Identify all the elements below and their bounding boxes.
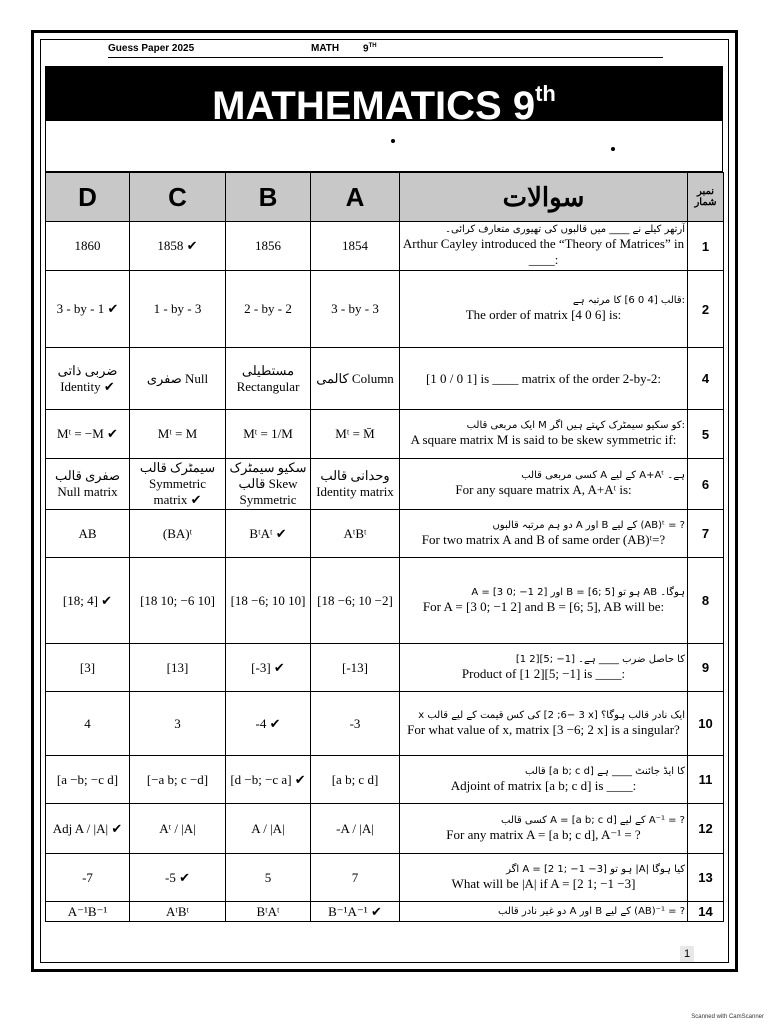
- option-c: -5 ✔: [130, 854, 226, 902]
- question-cell: [400, 902, 688, 922]
- question-number: 6: [688, 459, 724, 510]
- question-cell: [400, 410, 688, 459]
- table-row: [46, 222, 724, 271]
- question-urdu: A = [3 0; −1 2] اور B = [6; 5] ہو تو AB ہوگا۔: [471, 586, 685, 598]
- question-number: 5: [688, 410, 724, 459]
- option-a: 3 - by - 3: [311, 271, 400, 348]
- option-c: 3: [130, 692, 226, 756]
- question-number: 1: [688, 222, 724, 271]
- option-c: [−a b; c −d]: [130, 756, 226, 804]
- question-number: 14: [688, 902, 724, 922]
- option-d: A⁻¹B⁻¹: [46, 902, 130, 922]
- option-d: [3]: [46, 644, 130, 692]
- question-urdu: ایک مربعی قالب M کو سکیو سیمٹرک کہتے ہیں اگر:: [466, 420, 685, 432]
- question-cell: [400, 804, 688, 854]
- option-d: صفری قالب Null matrix: [46, 459, 130, 510]
- question-number: 10: [688, 692, 724, 756]
- table-header-row: [46, 173, 724, 222]
- option-c: 1858 ✔: [130, 222, 226, 271]
- title-sup: th: [535, 81, 556, 106]
- option-b: مستطیلی Rectangular: [226, 348, 311, 410]
- paper-header: [108, 41, 663, 58]
- question-english: The order of matrix [4 0 6] is:: [465, 307, 622, 323]
- question-cell: [400, 756, 688, 804]
- question-cell: [400, 459, 688, 510]
- grade-label: 9TH: [363, 43, 377, 55]
- option-a: B⁻¹A⁻¹ ✔: [311, 902, 400, 922]
- question-urdu: x کی کس قیمت کے لیے قالب [3 −6; 2 x] ایک نادر قالب ہوگا؟: [418, 709, 685, 721]
- question-number: 13: [688, 854, 724, 902]
- question-english: [1 0 / 0 1] is ____ matrix of the order 2-by-2:: [425, 370, 662, 386]
- question-number: 7: [688, 510, 724, 558]
- question-urdu: قالب [4 0 6] کا مرتبہ ہے:: [572, 295, 685, 307]
- blank-info-box: [45, 120, 723, 172]
- question-urdu: [1 2][5; −1] کا حاصل ضرب ____ ہے۔: [515, 653, 685, 665]
- table-row: [46, 459, 724, 510]
- header-option-d: D: [46, 173, 130, 222]
- question-english: Product of [1 2][5; −1] is ____:: [461, 665, 626, 681]
- option-b: [-3] ✔: [226, 644, 311, 692]
- question-urdu: اگر A = [2 1; −1 −3] ہو تو |A| کیا ہوگا: [506, 863, 685, 875]
- question-number: 11: [688, 756, 724, 804]
- table-row: [46, 348, 724, 410]
- option-d: Mᵗ = −M ✔: [46, 410, 130, 459]
- option-c: صفری Null: [130, 348, 226, 410]
- question-number: 9: [688, 644, 724, 692]
- option-d: 4: [46, 692, 130, 756]
- question-english: For A = [3 0; −1 2] and B = [6; 5], AB will be:: [422, 598, 665, 614]
- page-number: 1: [680, 946, 694, 962]
- mcq-table: [45, 172, 724, 922]
- table-row: [46, 854, 724, 902]
- option-a: [a b; c d]: [311, 756, 400, 804]
- dot-marker: [391, 139, 395, 143]
- option-a: وحدانی قالب Identity matrix: [311, 459, 400, 510]
- table-row: [46, 510, 724, 558]
- question-cell: [400, 271, 688, 348]
- option-a: 7: [311, 854, 400, 902]
- option-c: AᵗBᵗ: [130, 902, 226, 922]
- option-a: -3: [311, 692, 400, 756]
- option-b: Mᵗ = 1/M: [226, 410, 311, 459]
- option-b: [d −b; −c a] ✔: [226, 756, 311, 804]
- question-number: 2: [688, 271, 724, 348]
- question-cell: [400, 854, 688, 902]
- header-number: نمبر شمار: [688, 173, 724, 222]
- option-d: ضربی ذاتی Identity ✔: [46, 348, 130, 410]
- option-b: سکیو سیمٹرک قالب Skew Symmetric: [226, 459, 311, 510]
- table-row: [46, 756, 724, 804]
- question-urdu: قالب [a b; c d] کا ایڈ جائنٹ ____ ہے: [525, 765, 685, 777]
- question-urdu: کسی قالب A = [a b; c d] کے لیے A⁻¹ = ?: [501, 814, 685, 826]
- header-questions: سوالات: [400, 173, 688, 222]
- question-english: What will be |A| if A = [2 1; −1 −3]: [451, 875, 636, 891]
- question-urdu: کسی مربعی قالب A کے لیے A+Aᵗ ہے۔: [521, 470, 685, 482]
- question-english: For what value of x, matrix [3 −6; 2 x] is a singular?: [407, 721, 680, 737]
- option-c: 1 - by - 3: [130, 271, 226, 348]
- question-cell: [400, 692, 688, 756]
- table-row: [46, 804, 724, 854]
- option-b: [18 −6; 10 10]: [226, 558, 311, 644]
- option-c: Mᵗ = M: [130, 410, 226, 459]
- option-a: [-13]: [311, 644, 400, 692]
- table-row: [46, 644, 724, 692]
- question-cell: [400, 222, 688, 271]
- option-d: [a −b; −c d]: [46, 756, 130, 804]
- option-a: -A / |A|: [311, 804, 400, 854]
- option-b: 1856: [226, 222, 311, 271]
- question-urdu: دو غیر نادر قالب A اور B کے لیے (AB)⁻¹ = ?: [498, 905, 685, 917]
- scanner-watermark: Scanned with CamScanner: [691, 1014, 764, 1020]
- table-row: [46, 558, 724, 644]
- table-row: [46, 692, 724, 756]
- option-a: AᵗBᵗ: [311, 510, 400, 558]
- table-row: [46, 902, 724, 922]
- option-d: AB: [46, 510, 130, 558]
- option-a: [18 −6; 10 −2]: [311, 558, 400, 644]
- option-d: Adj A / |A| ✔: [46, 804, 130, 854]
- question-english: Adjoint of matrix [a b; c d] is ____:: [450, 777, 637, 793]
- question-cell: [400, 558, 688, 644]
- option-c: [13]: [130, 644, 226, 692]
- page-title: [45, 66, 723, 128]
- question-urdu: دو ہم مرتبہ قالبوں A اور B کے لیے (AB)ᵗ = ?: [492, 519, 685, 531]
- option-b: BᵗAᵗ: [226, 902, 311, 922]
- question-english: For any square matrix A, A+Aᵗ is:: [455, 482, 632, 498]
- option-c: (BA)ᵗ: [130, 510, 226, 558]
- question-number: 8: [688, 558, 724, 644]
- header-option-a: A: [311, 173, 400, 222]
- question-urdu: آرتھر کیلے نے ____ میں قالبوں کی تھیوری متعارف کرائی۔: [445, 224, 685, 236]
- option-d: [18; 4] ✔: [46, 558, 130, 644]
- question-cell: [400, 510, 688, 558]
- table-row: [46, 410, 724, 459]
- option-c: سیمٹرک قالب Symmetric matrix ✔: [130, 459, 226, 510]
- question-english: For any matrix A = [a b; c d], A⁻¹ = ?: [446, 826, 641, 842]
- header-option-c: C: [130, 173, 226, 222]
- option-a: کالمی Column: [311, 348, 400, 410]
- question-english: Arthur Cayley introduced the “Theory of Matrices” in ____:: [402, 236, 685, 267]
- header-option-b: B: [226, 173, 311, 222]
- option-d: -7: [46, 854, 130, 902]
- question-cell: [400, 348, 688, 410]
- option-a: 1854: [311, 222, 400, 271]
- option-b: 5: [226, 854, 311, 902]
- question-english: A square matrix M is said to be skew symmetric if:: [410, 432, 677, 448]
- subject-label: MATH: [311, 43, 340, 54]
- option-d: 1860: [46, 222, 130, 271]
- question-english: For two matrix A and B of same order (AB)ᵗ=?: [421, 531, 666, 547]
- question-number: 12: [688, 804, 724, 854]
- title-text: MATHEMATICS 9: [212, 84, 536, 128]
- question-cell: [400, 644, 688, 692]
- option-c: [18 10; −6 10]: [130, 558, 226, 644]
- question-number: 4: [688, 348, 724, 410]
- option-b: -4 ✔: [226, 692, 311, 756]
- guess-paper-label: Guess Paper 2025: [108, 43, 195, 54]
- option-b: A / |A|: [226, 804, 311, 854]
- option-b: BᵗAᵗ ✔: [226, 510, 311, 558]
- option-b: 2 - by - 2: [226, 271, 311, 348]
- table-row: [46, 271, 724, 348]
- option-c: Aᵗ / |A|: [130, 804, 226, 854]
- option-a: Mᵗ = M̄: [311, 410, 400, 459]
- dot-marker: [611, 147, 615, 151]
- option-d: 3 - by - 1 ✔: [46, 271, 130, 348]
